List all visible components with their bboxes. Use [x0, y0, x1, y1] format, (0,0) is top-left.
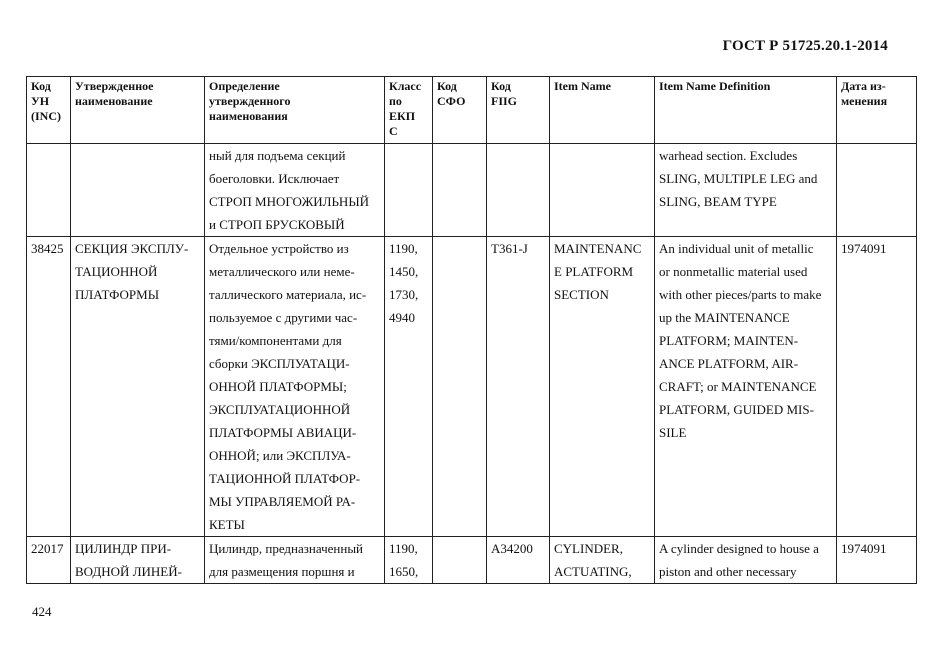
page-number: 424 — [32, 604, 52, 619]
cell-item-definition: A cylinder designed to house a piston and other necessary — [655, 537, 837, 584]
cell-sfo — [433, 144, 487, 237]
cell-sfo — [433, 237, 487, 537]
cell-date: 1974091 — [837, 537, 917, 584]
cell-date — [837, 144, 917, 237]
cell-name: ЦИЛИНДР ПРИ- ВОДНОЙ ЛИНЕЙ- — [71, 537, 205, 584]
column-header-approved-name: Утвержденное наименование — [71, 77, 205, 144]
cell-fiig — [487, 144, 550, 237]
data-table — [26, 76, 917, 584]
cell-date: 1974091 — [837, 237, 917, 537]
cell-fiig: A34200 — [487, 537, 550, 584]
column-header-item-name: Item Name — [550, 77, 655, 144]
cell-item-name: CYLINDER, ACTUATING, — [550, 537, 655, 584]
cell-definition: Отдельное устройство из металлического или неме- таллического материала, ис- пользуемое с другими час- тями/компонентами для сборки ЭКСПЛУАТАЦИ- ОННОЙ ПЛАТФОРМЫ; ЭКСПЛУАТАЦИОННОЙ ПЛАТФОРМЫ АВИАЦИ- ОННОЙ; или ЭКСПЛУА- ТАЦИОННОЙ ПЛАТФОР- МЫ УПРАВЛЯЕМОЙ РА- КЕТЫ — [205, 237, 385, 537]
cell-name — [71, 144, 205, 237]
cell-fiig: T361-J — [487, 237, 550, 537]
document-code: ГОСТ Р 51725.20.1-2014 — [722, 38, 888, 54]
column-header-item-definition: Item Name Definition — [655, 77, 837, 144]
cell-item-definition: warhead section. Excludes SLING, MULTIPLE LEG and SLING, BEAM TYPE — [655, 144, 837, 237]
cell-item-name: MAINTENANC E PLATFORM SECTION — [550, 237, 655, 537]
column-header-inc: Код УН (INC) — [27, 77, 71, 144]
cell-inc: 38425 — [27, 237, 71, 537]
cell-class: 1190, 1450, 1730, 4940 — [385, 237, 433, 537]
cell-item-definition: An individual unit of metallic or nonmetallic material used with other pieces/parts to make up the MAINTENANCE PLATFORM; MAINTEN- ANCE PLATFORM, AIR- CRAFT; or MAINTENANCE PLATFORM, GUIDED MIS- SILE — [655, 237, 837, 537]
cell-item-name — [550, 144, 655, 237]
table-header-row — [27, 77, 917, 144]
cell-name: СЕКЦИЯ ЭКСПЛУ- ТАЦИОННОЙ ПЛАТФОРМЫ — [71, 237, 205, 537]
column-header-definition: Определение утвержденного наименования — [205, 77, 385, 144]
cell-class: 1190, 1650, — [385, 537, 433, 584]
cell-definition: ный для подъема секций боеголовки. Исключает СТРОП МНОГОЖИЛЬНЫЙ и СТРОП БРУСКОВЫЙ — [205, 144, 385, 237]
column-header-change-date: Дата из- менения — [837, 77, 917, 144]
cell-inc: 22017 — [27, 537, 71, 584]
table-row — [27, 237, 917, 537]
column-header-sfo: Код СФО — [433, 77, 487, 144]
table-row — [27, 537, 917, 584]
column-header-class: Класс по ЕКП С — [385, 77, 433, 144]
cell-class — [385, 144, 433, 237]
cell-definition: Цилиндр, предназначенный для размещения поршня и — [205, 537, 385, 584]
cell-inc — [27, 144, 71, 237]
table-row — [27, 144, 917, 237]
cell-sfo — [433, 537, 487, 584]
column-header-fiig: Код FIIG — [487, 77, 550, 144]
